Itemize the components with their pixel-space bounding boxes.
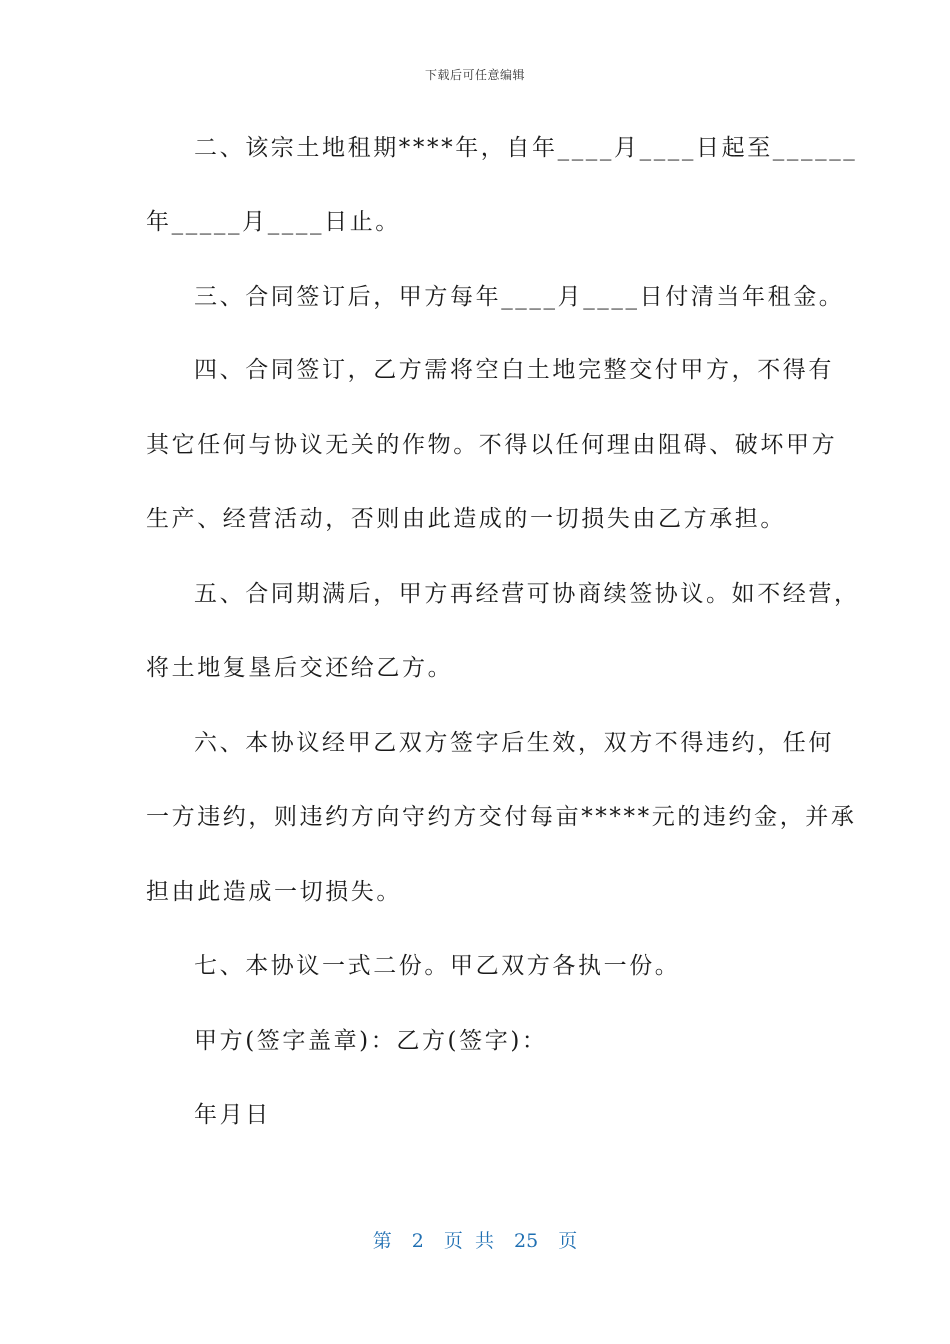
footer-prefix: 第: [372, 1230, 392, 1252]
clause-4-line-2: 其它任何与协议无关的作物。不得以任何理由阻碍、破坏甲方: [146, 432, 838, 458]
signature-line: 甲方(签字盖章)：乙方(签字)：: [194, 1028, 548, 1054]
clause-6-line-2: 一方违约，则违约方向守约方交付每亩*****元的违约金，并承: [146, 804, 857, 830]
clause-2-line-2: 年_____月____日止。: [146, 209, 401, 235]
clause-4-line-1: 四、合同签订，乙方需将空白土地完整交付甲方，不得有: [194, 357, 834, 383]
clause-4-line-3: 生产、经营活动，否则由此造成的一切损失由乙方承担。: [146, 506, 786, 532]
clause-5-line-1: 五、合同期满后，甲方再经营可协商续签协议。如不经营，: [194, 581, 860, 607]
date-line: 年月日: [194, 1102, 271, 1128]
page-footer: [0, 1226, 950, 1253]
clause-6-line-3: 担由此造成一切损失。: [146, 879, 402, 905]
footer-suffix: 页: [558, 1230, 578, 1252]
clause-5-line-2: 将土地复垦后交还给乙方。: [146, 655, 454, 681]
page-header: 下载后可任意编辑: [424, 68, 525, 82]
footer-current-page: 2: [411, 1230, 424, 1252]
clause-3-line-1: 三、合同签订后，甲方每年____月____日付清当年租金。: [194, 284, 845, 310]
clause-7-line-1: 七、本协议一式二份。甲乙双方各执一份。: [194, 953, 681, 979]
clause-2-line-1: 二、该宗土地租期****年，自年____月____日起至______: [194, 135, 858, 161]
footer-total-pages: 25: [514, 1230, 539, 1252]
footer-middle: 页 共: [443, 1230, 494, 1252]
clause-6-line-1: 六、本协议经甲乙双方签字后生效，双方不得违约，任何: [194, 730, 834, 756]
